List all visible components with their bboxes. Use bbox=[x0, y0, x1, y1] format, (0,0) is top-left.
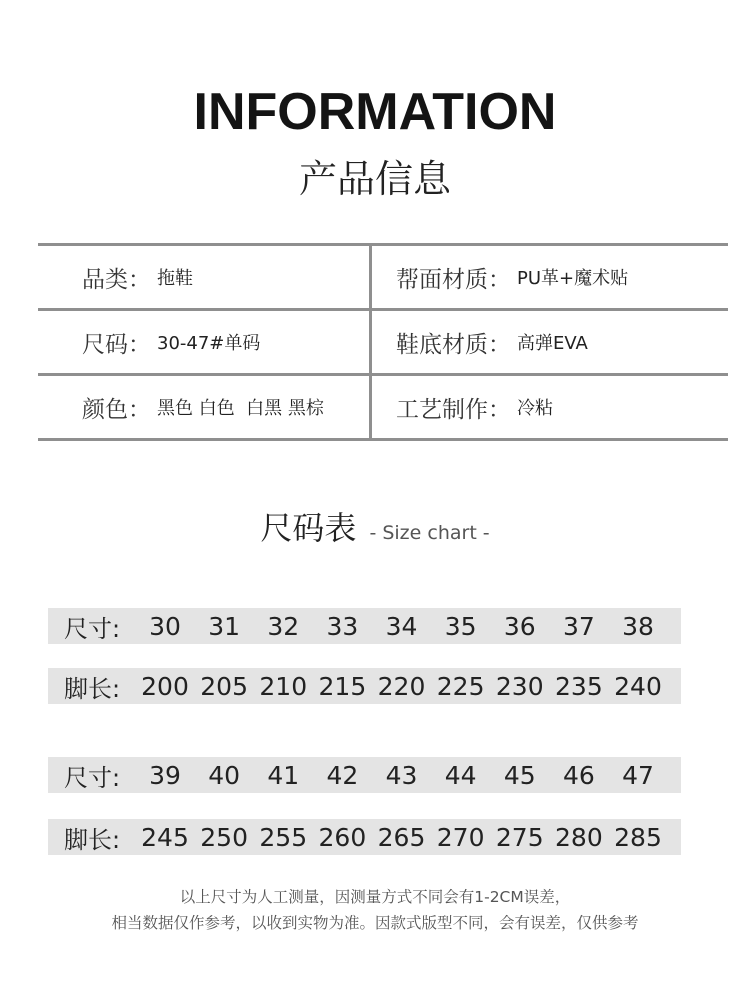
foot-length-row bbox=[48, 668, 681, 704]
measurement-note: 以上尺寸为人工测量，因测量方式不同会有1-2CM误差， bbox=[179, 888, 571, 906]
size-value-cell: 46 bbox=[562, 760, 595, 790]
size-value-cell: 40 bbox=[208, 760, 241, 790]
size-value-cell: 205 bbox=[200, 671, 248, 701]
measurement-note: 相当数据仅作参考，以收到实物为准。因款式版型不同，会有误差，仅供参考 bbox=[111, 914, 639, 932]
size-value-cell: 45 bbox=[503, 760, 536, 790]
size-chart-title bbox=[0, 503, 750, 549]
info-cell-upper-material bbox=[372, 246, 728, 308]
info-value: 黑色 白色 白黑 黑棕 bbox=[157, 398, 324, 419]
info-cell-color bbox=[38, 376, 372, 438]
size-value-cell: 230 bbox=[495, 671, 544, 701]
info-cell-category bbox=[38, 246, 372, 308]
product-info-table bbox=[38, 243, 728, 441]
page-title-en: INFORMATION bbox=[193, 83, 557, 141]
size-value-cell: 275 bbox=[495, 822, 544, 852]
size-value-cell: 245 bbox=[141, 822, 189, 852]
info-label: 帮面材质： bbox=[396, 266, 511, 293]
size-value-cell: 35 bbox=[444, 611, 477, 641]
info-label: 尺码： bbox=[82, 331, 151, 358]
size-value-cell: 210 bbox=[259, 671, 308, 701]
size-value-cell: 270 bbox=[436, 822, 485, 852]
info-label: 品类： bbox=[82, 266, 151, 293]
size-row bbox=[48, 608, 681, 644]
info-label: 鞋底材质： bbox=[396, 331, 511, 358]
info-value: 高弹EVA bbox=[517, 333, 588, 354]
size-value-cell: 265 bbox=[377, 822, 426, 852]
info-value: 冷粘 bbox=[517, 398, 553, 419]
size-value-cell: 255 bbox=[259, 822, 308, 852]
size-value-cell: 235 bbox=[555, 671, 603, 701]
size-value-cell: 225 bbox=[436, 671, 485, 701]
size-value-cell: 280 bbox=[555, 822, 603, 852]
size-value-cell: 32 bbox=[267, 611, 300, 641]
info-cell-sole-material bbox=[372, 311, 728, 373]
size-row-values bbox=[136, 672, 681, 701]
size-value-cell: 250 bbox=[200, 822, 248, 852]
size-row-label: 脚长: bbox=[64, 674, 121, 703]
size-value-cell: 36 bbox=[503, 611, 536, 641]
size-row-values bbox=[136, 612, 681, 641]
size-value-cell: 38 bbox=[622, 611, 654, 641]
info-cell-size bbox=[38, 311, 372, 373]
info-value: 30-47#单码 bbox=[157, 333, 261, 354]
size-row-values bbox=[136, 761, 681, 790]
size-value-cell: 285 bbox=[614, 822, 662, 852]
size-row-label: 脚长: bbox=[64, 825, 121, 854]
size-value-cell: 31 bbox=[208, 611, 241, 641]
info-row bbox=[38, 311, 728, 376]
info-row bbox=[38, 376, 728, 441]
size-value-cell: 215 bbox=[318, 671, 367, 701]
info-cell-craft bbox=[372, 376, 728, 438]
size-row-label: 尺寸: bbox=[64, 763, 121, 792]
info-row bbox=[38, 246, 728, 311]
size-row-values bbox=[136, 823, 681, 852]
info-label: 颜色： bbox=[82, 396, 151, 423]
size-row bbox=[48, 757, 681, 793]
size-value-cell: 43 bbox=[385, 760, 418, 790]
size-value-cell: 30 bbox=[149, 611, 181, 641]
size-value-cell: 33 bbox=[326, 611, 359, 641]
size-chart-title-en: - Size chart - bbox=[369, 522, 490, 544]
size-value-cell: 260 bbox=[318, 822, 367, 852]
size-value-cell: 42 bbox=[326, 760, 359, 790]
page-title-cn: 产品信息 bbox=[298, 157, 451, 201]
info-label: 工艺制作： bbox=[396, 396, 511, 423]
info-value: PU革+魔术贴 bbox=[517, 268, 629, 289]
size-value-cell: 41 bbox=[267, 760, 300, 790]
foot-length-row bbox=[48, 819, 681, 855]
size-value-cell: 37 bbox=[562, 611, 595, 641]
size-value-cell: 240 bbox=[614, 671, 662, 701]
size-value-cell: 39 bbox=[149, 760, 181, 790]
size-value-cell: 200 bbox=[141, 671, 189, 701]
size-value-cell: 220 bbox=[377, 671, 426, 701]
size-value-cell: 44 bbox=[444, 760, 477, 790]
size-value-cell: 34 bbox=[385, 611, 418, 641]
size-value-cell: 47 bbox=[622, 760, 654, 790]
info-value: 拖鞋 bbox=[157, 268, 193, 289]
size-row-label: 尺寸: bbox=[64, 614, 121, 643]
size-chart-title-cn: 尺码表 bbox=[260, 509, 357, 547]
